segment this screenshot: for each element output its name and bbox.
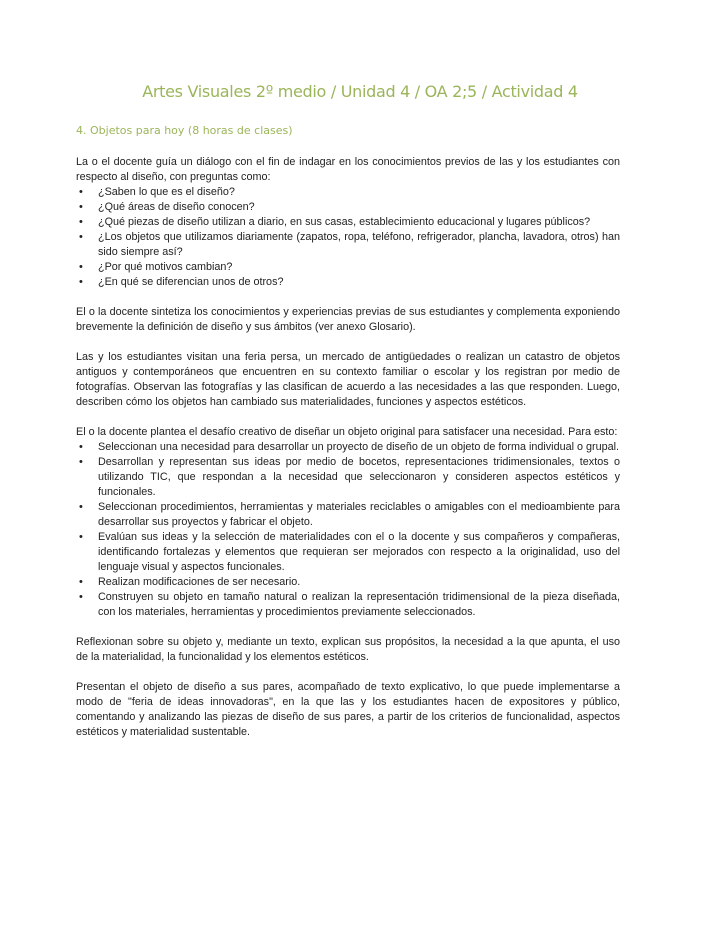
list-item: • Realizan modificaciones de ser necesario. [76, 575, 620, 590]
section-heading: 4. Objetos para hoy (8 horas de clases) [76, 124, 293, 137]
list-item: • ¿Qué piezas de diseño utilizan a diario, en sus casas, establecimiento educacional y lugares públicos? [76, 215, 620, 230]
list-item: • ¿Los objetos que utilizamos diariamente (zapatos, ropa, teléfono, refrigerador, plancha, lavadora, otros) han sido siempre así? [76, 230, 620, 260]
list-item: • Evalúan sus ideas y la selección de materialidades con el o la docente y sus compañeros y compañeras, identificando fortalezas y elementos que requieran ser mejorados con respecto a la originalidad, uso del lenguaje visual y aspectos funcionales. [76, 530, 620, 575]
list-item: • ¿Saben lo que es el diseño? [76, 185, 620, 200]
intro-paragraph: La o el docente guía un diálogo con el fin de indagar en los conocimientos previos de las y los estudiantes con respecto al diseño, con preguntas como: [76, 156, 620, 183]
page-title: Artes Visuales 2º medio / Unidad 4 / OA 2;5 / Actividad 4 [142, 82, 578, 101]
synthesis-paragraph: El o la docente sintetiza los conocimientos y experiencias previas de sus estudiantes y complementa exponiendo brevemente la definición de diseño y sus ámbitos (ver anexo Glosario). [76, 306, 620, 333]
challenge-paragraph: El o la docente plantea el desafío creativo de diseñar un objeto original para satisfacer una necesidad. Para esto: [76, 426, 618, 438]
list-item: • Seleccionan procedimientos, herramientas y materiales reciclables o amigables con el medioambiente para desarrollar sus proyectos y fabricar el objeto. [76, 500, 620, 530]
presentation-paragraph: Presentan el objeto de diseño a sus pares, acompañado de texto explicativo, lo que puede implementarse a modo de "feria de ideas innovadoras", en la que las y los estudiantes hacen de expositores y público, comentando y analizando las piezas de diseño de sus pares, a partir de los criterios de funcionalidad, aspectos estéticos y materialidad sustentable. [76, 681, 620, 738]
list-item: • ¿Por qué motivos cambian? [76, 260, 620, 275]
list-item: • Construyen su objeto en tamaño natural o realizan la representación tridimensional de la pieza diseñada, con los materiales, herramientas y procedimientos previamente seleccionados. [76, 590, 620, 620]
steps-list [76, 440, 620, 620]
reflection-paragraph: Reflexionan sobre su objeto y, mediante un texto, explican sus propósitos, la necesidad a la que apunta, el uso de la materialidad, la funcionalidad y los elementos estéticos. [76, 636, 620, 663]
list-item: • ¿En qué se diferencian unos de otros? [76, 275, 620, 290]
list-item: • Desarrollan y representan sus ideas por medio de bocetos, representaciones tridimensionales, textos o utilizando TIC, que respondan a la necesidad que seleccionaron y consideren aspectos estéticos y funcionales. [76, 455, 620, 500]
visit-paragraph: Las y los estudiantes visitan una feria persa, un mercado de antigüedades o realizan un catastro de objetos antiguos y contemporáneos que encuentren en su contexto familiar o escolar y los registran por medio de fotografías. Observan las fotografías y las clasifican de acuerdo a las necesidades a las que responden. Luego, describen cómo los objetos han cambiado sus materialidades, funciones y aspectos estéticos. [76, 351, 620, 408]
list-item: • ¿Qué áreas de diseño conocen? [76, 200, 620, 215]
document-body [76, 155, 620, 755]
questions-list [76, 185, 620, 290]
list-item: • Seleccionan una necesidad para desarrollar un proyecto de diseño de un objeto de forma individual o grupal. [76, 440, 620, 455]
